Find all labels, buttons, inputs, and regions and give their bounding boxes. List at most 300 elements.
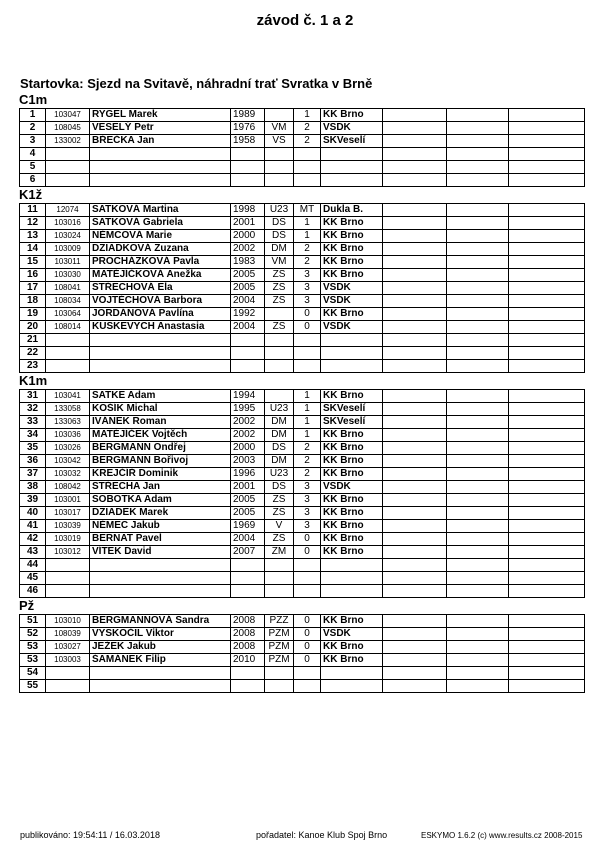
cell-cls [265, 174, 294, 187]
cell-empty [509, 282, 585, 295]
cell-empty [509, 243, 585, 256]
cell-empty [447, 403, 509, 416]
table-row [20, 468, 585, 481]
cell-year [231, 148, 265, 161]
cell-club: KK Brno [321, 243, 383, 256]
cell-club: KK Brno [321, 546, 383, 559]
cell-cls: DS [265, 230, 294, 243]
cell-grp: 0 [294, 654, 321, 667]
cell-id: 103001 [46, 494, 90, 507]
cell-num: 46 [20, 585, 46, 598]
cell-empty [447, 148, 509, 161]
table-row [20, 494, 585, 507]
cell-cls: VM [265, 122, 294, 135]
software-credit: ESKYMO 1.6.2 (c) www.results.cz 2008-2015 [421, 831, 583, 840]
cell-name: STŘECHA Jan [90, 481, 231, 494]
cell-name: SATKOVÁ Gabriela [90, 217, 231, 230]
category-heading: K1m [19, 373, 48, 388]
cell-cls: DM [265, 455, 294, 468]
cell-grp [294, 360, 321, 373]
cell-name: NĚMEC Jakub [90, 520, 231, 533]
cell-empty [447, 217, 509, 230]
table-row [20, 230, 585, 243]
cell-empty [509, 135, 585, 148]
cell-empty [383, 204, 447, 217]
cell-empty [383, 282, 447, 295]
table-row [20, 217, 585, 230]
cell-year: 2004 [231, 321, 265, 334]
cell-year [231, 680, 265, 693]
cell-id: 103042 [46, 455, 90, 468]
cell-num: 43 [20, 546, 46, 559]
cell-empty [509, 520, 585, 533]
cell-grp: 3 [294, 295, 321, 308]
cell-name: BERGMANNOVÁ Sandra [90, 615, 231, 628]
cell-name: MATĚJÍČKOVÁ Anežka [90, 269, 231, 282]
table-row [20, 680, 585, 693]
cell-num: 13 [20, 230, 46, 243]
cell-id: 133063 [46, 416, 90, 429]
cell-grp: 0 [294, 546, 321, 559]
cell-grp: 1 [294, 429, 321, 442]
cell-name: JEŽEK Jakub [90, 641, 231, 654]
cell-year: 2004 [231, 295, 265, 308]
cell-cls: VS [265, 135, 294, 148]
cell-empty [383, 481, 447, 494]
table-row [20, 667, 585, 680]
cell-cls: VM [265, 256, 294, 269]
cell-empty [447, 615, 509, 628]
cell-club [321, 585, 383, 598]
cell-empty [509, 122, 585, 135]
cell-grp: 1 [294, 403, 321, 416]
table-row [20, 148, 585, 161]
cell-club [321, 559, 383, 572]
cell-empty [383, 347, 447, 360]
cell-year [231, 667, 265, 680]
cell-year [231, 559, 265, 572]
cell-cls: ZS [265, 269, 294, 282]
cell-empty [383, 494, 447, 507]
cell-id: 103012 [46, 546, 90, 559]
cell-grp: 0 [294, 615, 321, 628]
cell-empty [509, 654, 585, 667]
cell-empty [383, 416, 447, 429]
cell-club: KK Brno [321, 533, 383, 546]
cell-num: 53 [20, 641, 46, 654]
cell-id: 103003 [46, 654, 90, 667]
cell-cls: DS [265, 442, 294, 455]
cell-empty [447, 347, 509, 360]
cell-grp: 0 [294, 533, 321, 546]
cell-grp: 3 [294, 269, 321, 282]
cell-empty [447, 481, 509, 494]
cell-year [231, 347, 265, 360]
cell-empty [509, 174, 585, 187]
cell-club: KK Brno [321, 468, 383, 481]
cell-name: VESELÝ Petr [90, 122, 231, 135]
cell-empty [447, 360, 509, 373]
cell-club: VSDK [321, 122, 383, 135]
cell-grp: 0 [294, 321, 321, 334]
cell-num: 45 [20, 572, 46, 585]
cell-empty [383, 321, 447, 334]
cell-name [90, 148, 231, 161]
cell-club: KK Brno [321, 615, 383, 628]
cell-id: 103064 [46, 308, 90, 321]
cell-year: 1995 [231, 403, 265, 416]
cell-cls [265, 109, 294, 122]
cell-empty [447, 533, 509, 546]
cell-empty [509, 429, 585, 442]
cell-empty [509, 230, 585, 243]
cell-grp [294, 161, 321, 174]
cell-empty [447, 680, 509, 693]
cell-cls: ZS [265, 533, 294, 546]
cell-empty [509, 269, 585, 282]
cell-empty [383, 390, 447, 403]
cell-year: 1994 [231, 390, 265, 403]
cell-empty [509, 442, 585, 455]
cell-empty [383, 148, 447, 161]
table-row [20, 334, 585, 347]
cell-num: 15 [20, 256, 46, 269]
cell-empty [447, 416, 509, 429]
cell-empty [383, 654, 447, 667]
cell-empty [509, 403, 585, 416]
cell-cls [265, 161, 294, 174]
cell-name: BERGMANN Bořivoj [90, 455, 231, 468]
cell-name: IVÁNEK Roman [90, 416, 231, 429]
cell-club [321, 680, 383, 693]
cell-empty [509, 347, 585, 360]
cell-num: 3 [20, 135, 46, 148]
cell-club: KK Brno [321, 442, 383, 455]
cell-empty [509, 455, 585, 468]
cell-year: 2005 [231, 494, 265, 507]
cell-empty [509, 217, 585, 230]
cell-club: KK Brno [321, 256, 383, 269]
cell-cls: DS [265, 481, 294, 494]
cell-id: 108042 [46, 481, 90, 494]
cell-grp [294, 572, 321, 585]
cell-name: SATKOVÁ Martina [90, 204, 231, 217]
cell-empty [509, 572, 585, 585]
cell-club: VSDK [321, 282, 383, 295]
cell-empty [383, 217, 447, 230]
cell-club: KK Brno [321, 507, 383, 520]
cell-cls [265, 390, 294, 403]
cell-club [321, 667, 383, 680]
cell-name: SOBOTKA Adam [90, 494, 231, 507]
cell-name [90, 347, 231, 360]
cell-empty [509, 546, 585, 559]
cell-cls: PZM [265, 654, 294, 667]
cell-club: KK Brno [321, 308, 383, 321]
cell-club: KK Brno [321, 520, 383, 533]
cell-year: 1969 [231, 520, 265, 533]
cell-cls: V [265, 520, 294, 533]
cell-empty [383, 680, 447, 693]
cell-club: KK Brno [321, 269, 383, 282]
cell-cls [265, 680, 294, 693]
cell-empty [383, 507, 447, 520]
table-row [20, 546, 585, 559]
cell-grp: 1 [294, 230, 321, 243]
cell-id [46, 347, 90, 360]
cell-id: 103030 [46, 269, 90, 282]
table-row [20, 109, 585, 122]
cell-empty [383, 269, 447, 282]
cell-name: JORDÁNOVÁ Pavlína [90, 308, 231, 321]
cell-empty [383, 174, 447, 187]
table-row [20, 161, 585, 174]
cell-num: 17 [20, 282, 46, 295]
cell-id [46, 174, 90, 187]
cell-name [90, 585, 231, 598]
cell-empty [447, 243, 509, 256]
cell-club: VSDK [321, 321, 383, 334]
cell-id: 108014 [46, 321, 90, 334]
cell-grp: 2 [294, 442, 321, 455]
cell-num: 32 [20, 403, 46, 416]
cell-year: 2003 [231, 455, 265, 468]
cell-empty [509, 507, 585, 520]
cell-id: 103036 [46, 429, 90, 442]
start-list [19, 92, 585, 693]
cell-empty [509, 494, 585, 507]
cell-year: 2004 [231, 533, 265, 546]
cell-empty [509, 667, 585, 680]
cell-num: 22 [20, 347, 46, 360]
cell-empty [447, 256, 509, 269]
start-table [19, 108, 585, 187]
cell-num: 38 [20, 481, 46, 494]
cell-year [231, 572, 265, 585]
cell-cls: ZS [265, 321, 294, 334]
cell-empty [509, 585, 585, 598]
table-row [20, 481, 585, 494]
cell-grp: 2 [294, 256, 321, 269]
cell-empty [447, 455, 509, 468]
table-row [20, 308, 585, 321]
cell-num: 4 [20, 148, 46, 161]
cell-empty [447, 282, 509, 295]
cell-num: 19 [20, 308, 46, 321]
cell-cls: ZS [265, 282, 294, 295]
cell-empty [447, 334, 509, 347]
cell-grp: 3 [294, 282, 321, 295]
cell-grp: 1 [294, 390, 321, 403]
cell-grp [294, 174, 321, 187]
table-row [20, 174, 585, 187]
start-table [19, 389, 585, 598]
cell-year: 1958 [231, 135, 265, 148]
cell-name: DZIADEK Marek [90, 507, 231, 520]
cell-grp [294, 347, 321, 360]
cell-year: 2008 [231, 628, 265, 641]
cell-name [90, 559, 231, 572]
cell-cls: DM [265, 429, 294, 442]
cell-num: 36 [20, 455, 46, 468]
cell-num: 16 [20, 269, 46, 282]
cell-empty [509, 256, 585, 269]
cell-name: PROCHÁZKOVÁ Pavla [90, 256, 231, 269]
cell-empty [509, 308, 585, 321]
table-row [20, 390, 585, 403]
cell-cls: DS [265, 217, 294, 230]
cell-empty [509, 204, 585, 217]
cell-empty [383, 572, 447, 585]
cell-empty [383, 667, 447, 680]
cell-name: KREJČÍŘ Dominik [90, 468, 231, 481]
cell-cls: ZM [265, 546, 294, 559]
cell-empty [447, 667, 509, 680]
cell-name: BERNAT Pavel [90, 533, 231, 546]
cell-num: 39 [20, 494, 46, 507]
cell-club: SKVeselí [321, 135, 383, 148]
cell-grp: 3 [294, 494, 321, 507]
cell-num: 1 [20, 109, 46, 122]
cell-name: SATKE Adam [90, 390, 231, 403]
cell-year: 1983 [231, 256, 265, 269]
organizer-info: pořadatel: Kanoe Klub Spoj Brno [256, 830, 388, 840]
cell-num: 53 [20, 654, 46, 667]
cell-year: 2001 [231, 481, 265, 494]
cell-cls: ZS [265, 507, 294, 520]
cell-club: VSDK [321, 295, 383, 308]
cell-empty [509, 148, 585, 161]
page-title: závod č. 1 a 2 [256, 12, 354, 29]
cell-year: 2005 [231, 507, 265, 520]
cell-id: 103017 [46, 507, 90, 520]
cell-id: 103019 [46, 533, 90, 546]
cell-name [90, 161, 231, 174]
table-row [20, 256, 585, 269]
cell-num: 12 [20, 217, 46, 230]
cell-year: 1989 [231, 109, 265, 122]
cell-empty [509, 390, 585, 403]
cell-empty [447, 390, 509, 403]
cell-empty [383, 533, 447, 546]
cell-empty [383, 230, 447, 243]
cell-num: 2 [20, 122, 46, 135]
cell-year: 2010 [231, 654, 265, 667]
table-row [20, 135, 585, 148]
cell-cls [265, 148, 294, 161]
cell-name: VYSKOČIL Viktor [90, 628, 231, 641]
table-row [20, 269, 585, 282]
cell-grp [294, 667, 321, 680]
cell-empty [447, 174, 509, 187]
cell-empty [447, 494, 509, 507]
cell-cls: DM [265, 416, 294, 429]
cell-cls: ZS [265, 295, 294, 308]
cell-grp: 2 [294, 468, 321, 481]
table-row [20, 572, 585, 585]
cell-grp: 3 [294, 520, 321, 533]
cell-id [46, 334, 90, 347]
cell-empty [509, 468, 585, 481]
cell-num: 34 [20, 429, 46, 442]
cell-club [321, 148, 383, 161]
cell-empty [447, 628, 509, 641]
cell-id: 103016 [46, 217, 90, 230]
cell-club: KK Brno [321, 230, 383, 243]
cell-year [231, 334, 265, 347]
cell-empty [447, 442, 509, 455]
cell-club [321, 161, 383, 174]
cell-id [46, 667, 90, 680]
cell-club: KK Brno [321, 455, 383, 468]
cell-num: 21 [20, 334, 46, 347]
cell-id: 108034 [46, 295, 90, 308]
cell-id: 103026 [46, 442, 90, 455]
cell-grp: 2 [294, 243, 321, 256]
cell-year: 2007 [231, 546, 265, 559]
cell-id: 108045 [46, 122, 90, 135]
cell-name: MATĚJÍČEK Vojtěch [90, 429, 231, 442]
cell-year: 2008 [231, 615, 265, 628]
cell-cls [265, 308, 294, 321]
cell-empty [383, 559, 447, 572]
cell-club [321, 174, 383, 187]
table-row [20, 416, 585, 429]
cell-num: 33 [20, 416, 46, 429]
table-row [20, 585, 585, 598]
cell-id: 103011 [46, 256, 90, 269]
cell-grp [294, 559, 321, 572]
cell-empty [509, 416, 585, 429]
cell-num: 40 [20, 507, 46, 520]
cell-year [231, 174, 265, 187]
cell-year: 2000 [231, 230, 265, 243]
cell-club [321, 360, 383, 373]
cell-club [321, 334, 383, 347]
cell-id: 103009 [46, 243, 90, 256]
cell-empty [509, 641, 585, 654]
cell-empty [509, 334, 585, 347]
cell-empty [509, 559, 585, 572]
cell-club [321, 347, 383, 360]
cell-name [90, 667, 231, 680]
cell-club: KK Brno [321, 217, 383, 230]
cell-grp: 0 [294, 641, 321, 654]
cell-year: 2002 [231, 416, 265, 429]
cell-year [231, 585, 265, 598]
table-row [20, 442, 585, 455]
cell-cls [265, 667, 294, 680]
cell-empty [447, 321, 509, 334]
category-heading: C1m [19, 92, 48, 107]
cell-id: 103024 [46, 230, 90, 243]
cell-empty [509, 109, 585, 122]
cell-id: 103039 [46, 520, 90, 533]
cell-name: VOJTĚCHOVÁ Barbora [90, 295, 231, 308]
cell-id: 103010 [46, 615, 90, 628]
cell-year: 1996 [231, 468, 265, 481]
cell-grp [294, 334, 321, 347]
cell-id [46, 680, 90, 693]
cell-empty [447, 468, 509, 481]
cell-empty [447, 308, 509, 321]
cell-year: 2008 [231, 641, 265, 654]
cell-empty [447, 269, 509, 282]
cell-year [231, 161, 265, 174]
cell-empty [509, 533, 585, 546]
cell-num: 44 [20, 559, 46, 572]
cell-cls: U23 [265, 204, 294, 217]
